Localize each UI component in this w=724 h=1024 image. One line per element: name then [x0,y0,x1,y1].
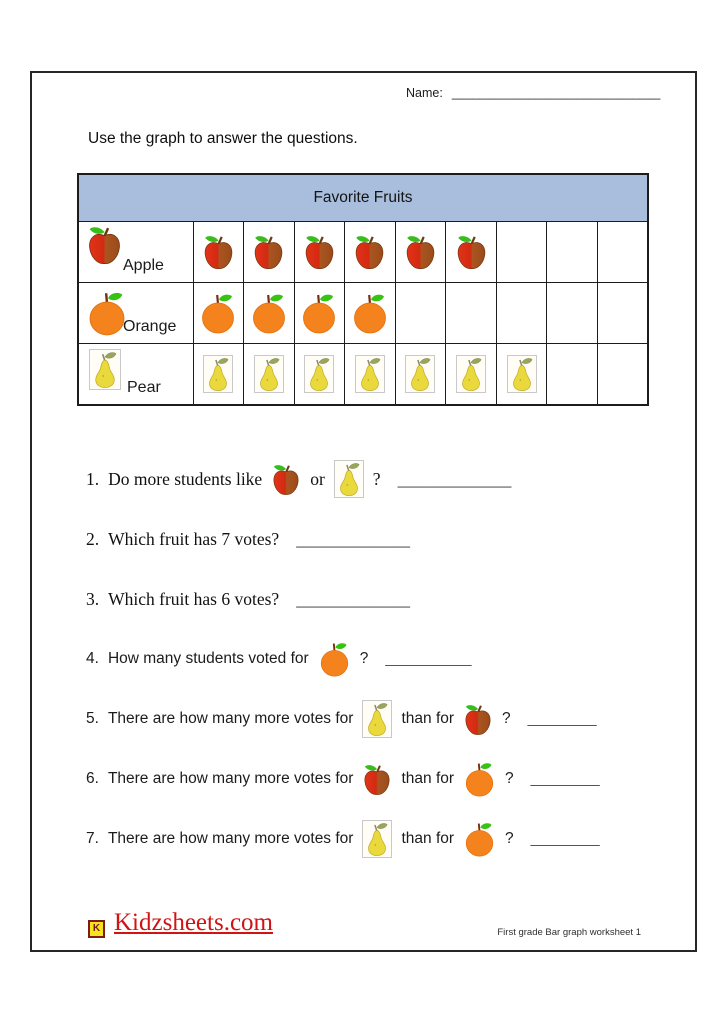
pictograph-cell [193,283,244,344]
questions-list [86,449,666,869]
question-text: There are how many more votes for [107,710,354,727]
pictograph-cell [244,283,295,344]
pictograph-cell [345,222,396,283]
orange-icon [86,290,128,336]
row-header-orange [78,283,193,344]
row-label: Apple [123,257,164,274]
pictograph-cell [345,344,396,406]
name-blank-line: ______________________________ [451,86,661,100]
pictograph-cell [446,344,497,406]
answer-blank: _____________ [296,588,410,609]
pictograph-cell [597,283,648,344]
pear-icon [355,355,385,393]
question-text: ? [505,830,514,847]
answer-blank: _____________ [296,528,410,549]
question-text: ? [502,710,511,727]
pictograph-cell [496,222,547,283]
pictograph-cell [446,283,497,344]
answer-blank: ________ [527,710,597,727]
orange-icon [463,821,496,857]
pear-icon [405,355,435,393]
pictograph-cell [547,344,598,406]
question-2 [86,509,666,569]
table-title: Favorite Fruits [78,174,648,222]
pictograph-cell [294,344,345,406]
orange-icon [199,292,237,334]
apple-icon [353,234,386,270]
instruction-text: Use the graph to answer the questions. [88,130,358,147]
orange-icon [300,292,338,334]
pear-icon [203,355,233,393]
question-number: 7. [86,830,99,847]
pictograph-cell [597,344,648,406]
question-7 [86,809,666,869]
pictograph-cell [446,222,497,283]
question-text: ? [505,770,514,787]
answer-blank: ________ [530,830,600,847]
answer-blank: _____________ [397,468,512,489]
pictograph-cell [395,283,446,344]
apple-icon [252,234,285,270]
apple-icon [404,234,437,270]
pictograph-cell [496,283,547,344]
question-text: Which fruit has 7 votes? [108,528,280,549]
table-title-row [78,174,648,222]
question-text: There are how many more votes for [107,770,354,787]
orange-icon [318,641,351,677]
row-label: Pear [127,379,161,396]
apple-icon [303,234,336,270]
pear-icon [254,355,284,393]
name-row [406,86,660,100]
kidzsheets-logo-icon: K [88,920,105,938]
favorite-fruits-pictograph [77,173,649,406]
pear-icon [304,355,334,393]
question-number: 5. [86,710,99,727]
apple-icon [202,234,235,270]
question-text: Which fruit has 6 votes? [108,588,280,609]
question-5 [86,689,666,749]
question-1 [86,449,666,509]
question-text: ? [359,650,369,667]
orange-icon [250,292,288,334]
pictograph-cell [294,283,345,344]
pictograph-cell [244,344,295,406]
pictograph-cell [244,222,295,283]
question-number: 1. [86,468,100,489]
pictograph-cell [597,222,648,283]
page-border [30,71,697,952]
pictograph-cell [547,283,598,344]
pear-icon [362,820,392,858]
pear-icon [89,349,121,390]
pictograph-cell [395,222,446,283]
question-text: ? [372,468,381,489]
kidzsheets-link[interactable]: Kidzsheets.com [114,909,273,936]
question-6 [86,749,666,809]
name-label: Name: [406,86,443,100]
question-text: than for [401,710,455,727]
table-row-apple [78,222,648,283]
question-text: than for [401,770,455,787]
pear-icon [456,355,486,393]
pictograph-cell [193,344,244,406]
question-4 [86,629,666,689]
pear-icon [334,460,364,498]
footer [88,909,641,947]
question-number: 3. [86,588,100,609]
row-label: Orange [123,318,177,335]
answer-blank: ________ [530,770,600,787]
question-number: 6. [86,770,99,787]
row-header-pear [78,344,193,406]
answer-blank: __________ [385,650,472,667]
apple-icon [86,225,123,265]
table-row-orange [78,283,648,344]
apple-icon [271,463,301,496]
pictograph-cell [345,283,396,344]
pictograph-cell [294,222,345,283]
orange-icon [351,292,389,334]
question-text: There are how many more votes for [107,830,354,847]
apple-icon [463,703,493,736]
pictograph-cell [395,344,446,406]
row-header-apple [78,222,193,283]
question-3 [86,569,666,629]
worksheet-footnote: First grade Bar graph worksheet 1 [497,927,641,938]
pear-icon [507,355,537,393]
question-number: 4. [86,650,99,667]
pictograph-cell [496,344,547,406]
apple-icon [455,234,488,270]
question-text: or [310,468,325,489]
question-text: Do more students like [108,468,263,489]
pear-icon [362,700,392,738]
orange-icon [463,761,496,797]
question-number: 2. [86,528,100,549]
pictograph-cell [193,222,244,283]
question-text: How many students voted for [107,650,309,667]
table-row-pear [78,344,648,406]
pictograph-cell [547,222,598,283]
question-text: than for [401,830,455,847]
apple-icon [362,763,392,796]
